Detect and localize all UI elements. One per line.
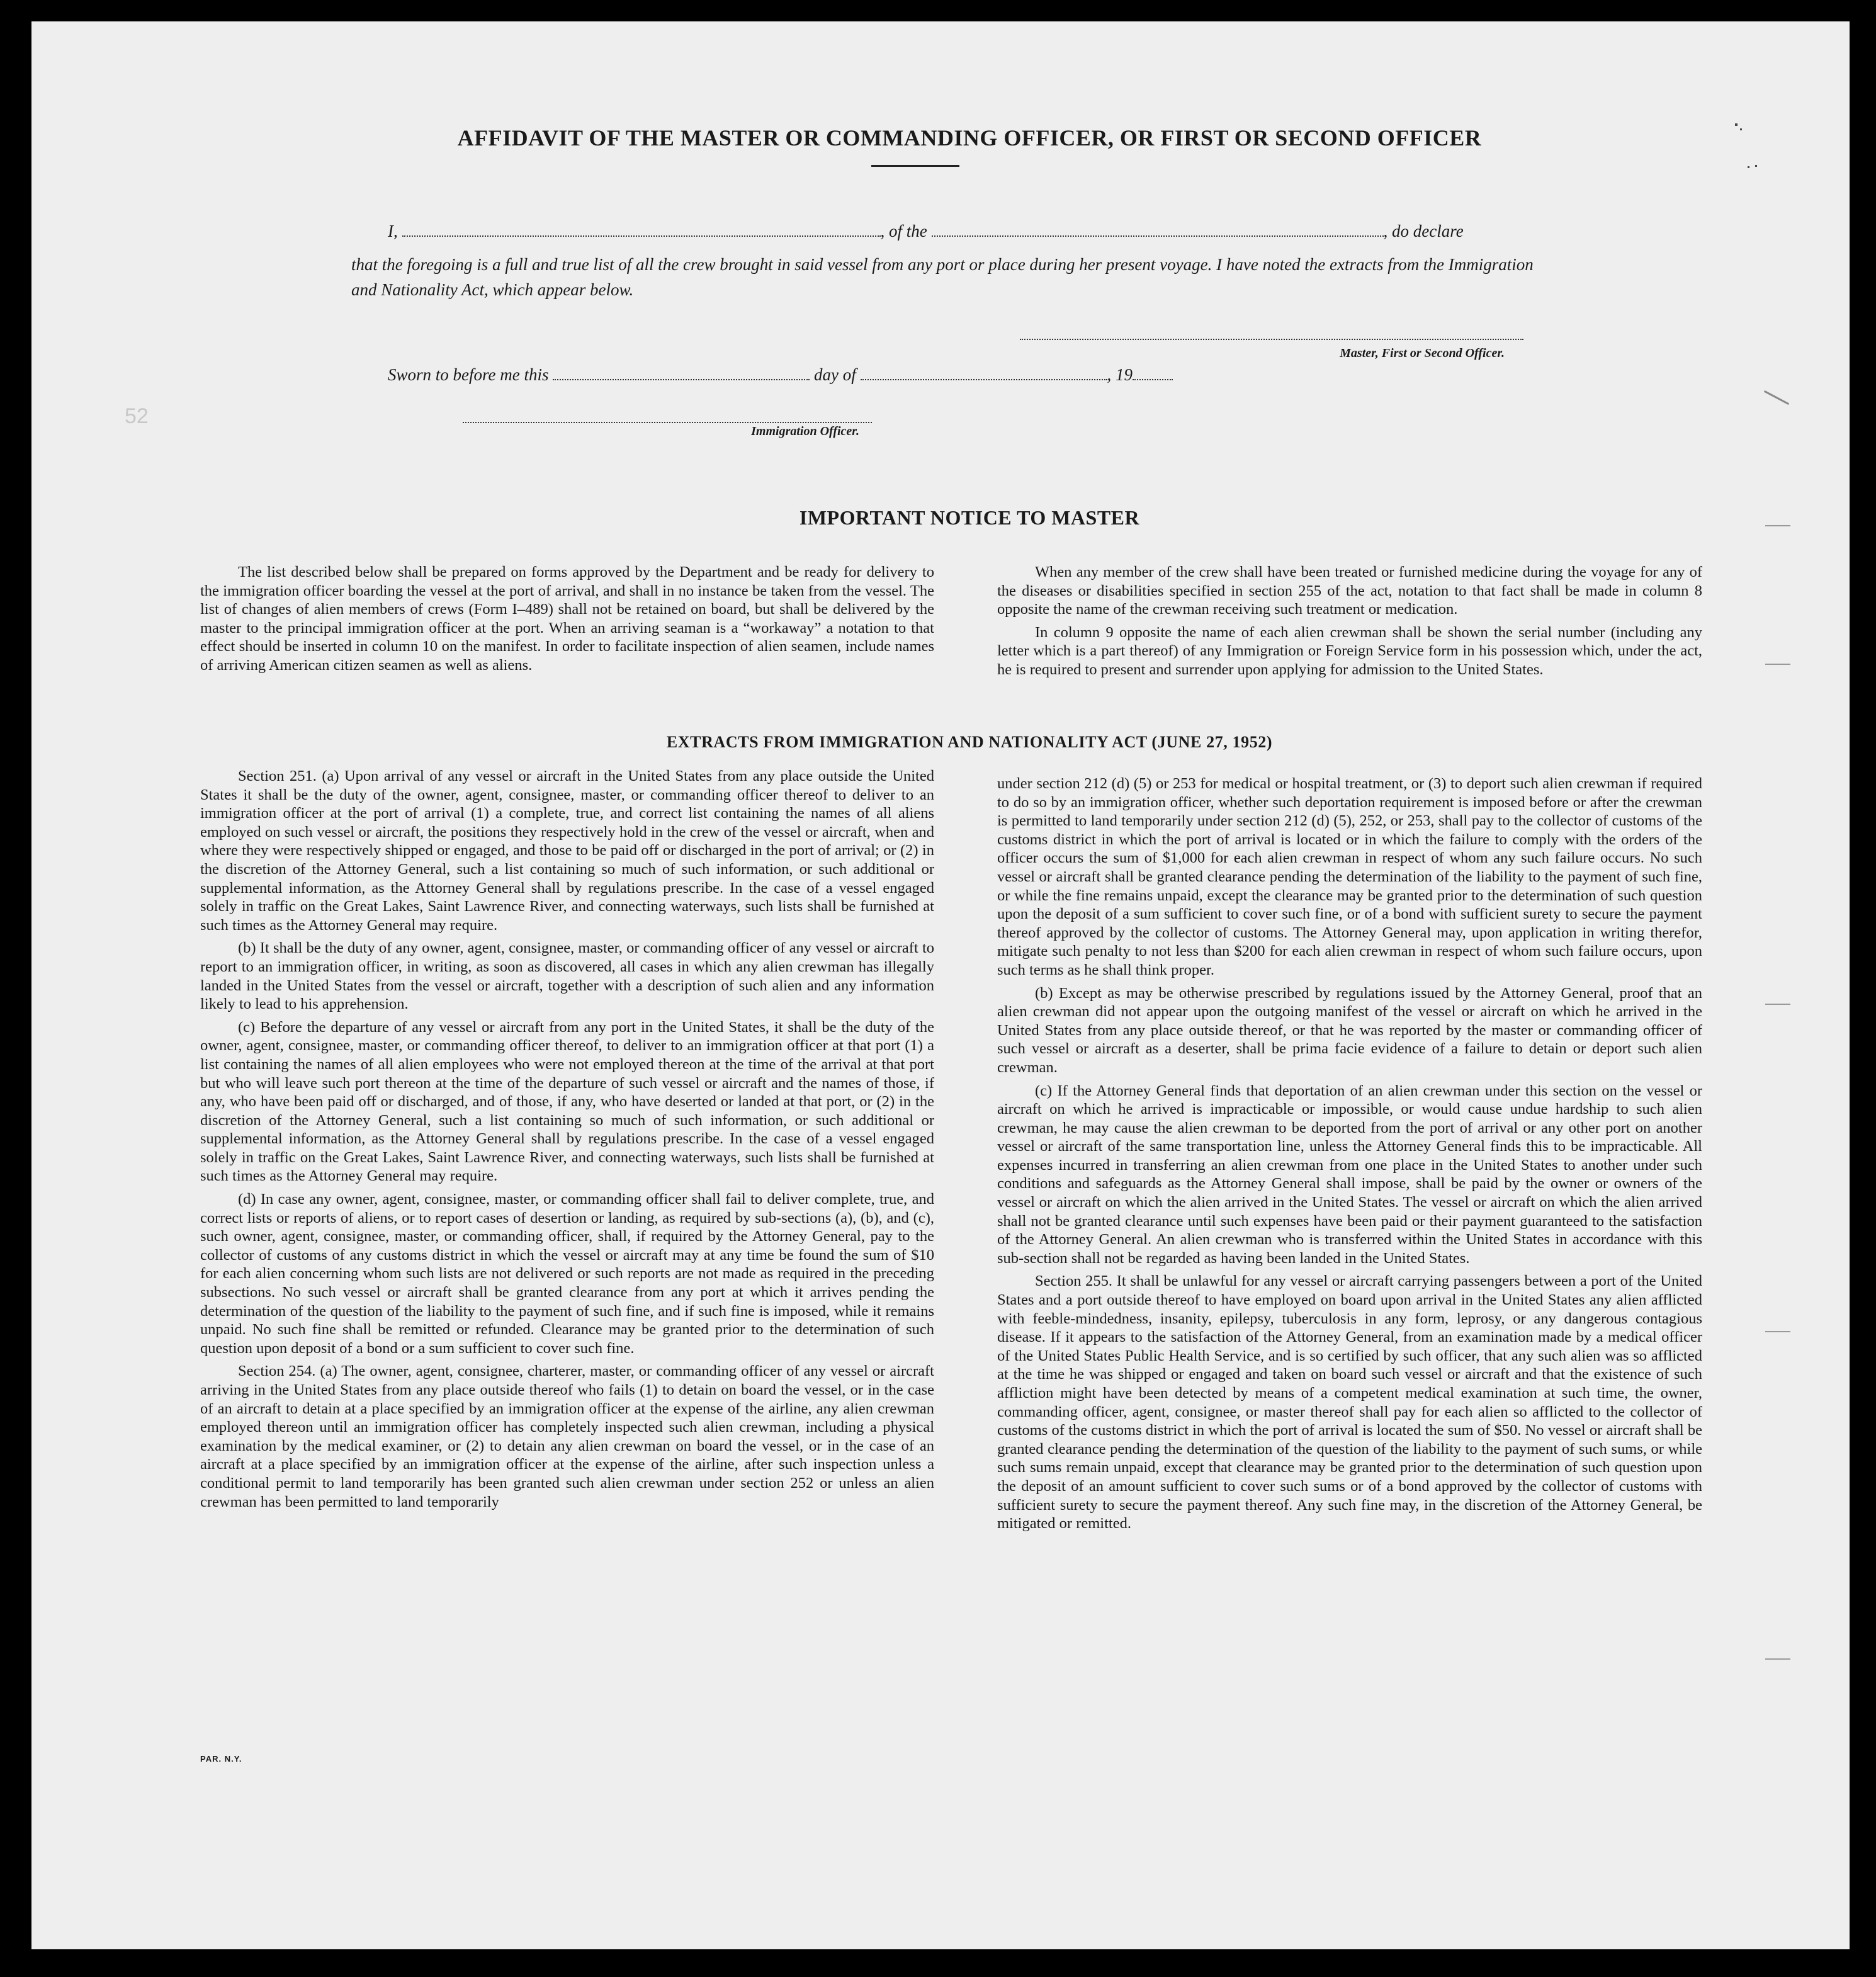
- name-field[interactable]: [402, 224, 881, 237]
- faint-page-mark: 52: [125, 404, 149, 428]
- immigration-officer-label: Immigration Officer.: [751, 424, 859, 438]
- notice-title: IMPORTANT NOTICE TO MASTER: [799, 506, 1140, 529]
- scan-streak: [1765, 664, 1790, 665]
- scan-streak: [1765, 1004, 1790, 1005]
- extract-paragraph: (b) Except as may be otherwise prescribed by regulations issued by the Attorney General, proof that an alien crewman did not appear upon the outgoing manifest of the vessel or aircraft on which he arrived in the United States from any place outside thereof, or that he was reported by the master or commanding officer of such vessel or aircraft as a deserter, shall be prima facie evidence of a failure to detain or deport such alien crewman.: [997, 984, 1702, 1076]
- extracts-left-column: [200, 767, 934, 1511]
- extract-paragraph: under section 212 (d) (5) or 253 for medical or hospital treatment, or (3) to deport such alien crewman if required to do so by an immigration officer, whether such deportation requirement is imposed before or after the crewman is permitted to land temporarily under section 212 (d) (5), 252, or 253, shall pay to the collector of customs of the customs district in which the port of arrival is located or in which the failure to comply with the orders of the officer occurs the sum of $1,000 for each alien crewman in respect of whom any such failure occurs. No such vessel or aircraft shall be granted clearance pending the determination of the liability to the payment of such fine, or while the fine remains unpaid, except the clearance may be granted prior to the determination of such question upon the deposit of a sum sufficient to cover such fine, or of a bond with sufficient surety to secure the payment thereof approved by the collector of customs. The Attorney General may, upon application in writing therefor, mitigate such penalty to not less than $200 for each alien crewman in respect of whom such failure occurs, upon such terms as he shall think proper.: [997, 775, 1702, 978]
- sworn-month-field[interactable]: [861, 368, 1107, 380]
- do-declare-label: , do declare: [1383, 222, 1464, 241]
- document-page: [31, 21, 1850, 1949]
- scan-speck: [1755, 165, 1757, 167]
- sworn-label: Sworn to before me this: [388, 365, 549, 384]
- immigration-officer-signature-field[interactable]: [463, 409, 872, 423]
- extract-paragraph: (c) If the Attorney General finds that deportation of an alien crewman under this section on the vessel or aircraft on which he arrived is impracticable or impossible, or would cause undue hardship to such alien crewman, he may cause the alien crewman to be deported from the port of arrival or any other port on another vessel or aircraft of the same transportation line, unless the Attorney General finds this to be impracticable. All expenses incurred in transferring an alien crewman from one place in the United States to another under such conditions and safeguards as the Attorney General shall impose, shall be paid by the owner or owners of the vessel or aircraft on which the alien arrived in the United States. The vessel or aircraft on which the alien arrived shall not be granted clearance until such expenses have been paid or their payment guaranteed to the satisfaction of the Attorney General. An alien crewman who is transferred within the United States in accordance with this sub-section shall not be regarded as having been landed in the United States.: [997, 1082, 1702, 1267]
- scan-streak: [1765, 525, 1790, 526]
- of-the-label: , of the: [880, 222, 927, 241]
- declaration-text: that the foregoing is a full and true list of all the crew brought in said vessel from any port or place during her present voyage. I have noted the extracts from the Immigration and Nationality Act, which appear below.: [351, 255, 1534, 299]
- notice-left-column: [200, 563, 934, 675]
- sworn-line: [388, 365, 1332, 385]
- printer-mark: PAR. N.Y.: [200, 1754, 242, 1764]
- scan-streak: [1765, 1658, 1790, 1660]
- scan-speck: [1748, 166, 1749, 168]
- day-of-label: day of: [814, 365, 856, 384]
- scan-speck: [1740, 128, 1742, 130]
- notice-paragraph: When any member of the crew shall have been treated or furnished medicine during the voyage for any of the diseases or disabilities specified in section 255 of the act, notation to that fact shall be made in column 8 opposite the name of the crewman receiving such treatment or medication.: [997, 564, 1702, 618]
- extract-paragraph: Section 255. It shall be unlawful for any vessel or aircraft carrying passengers between a port of the United States and a port outside thereof to have employed on board upon arrival in the United States any alien afflicted with feeble-mindedness, insanity, epilepsy, tuberculosis in any form, leprosy, or any dangerous contagious disease. If it appears to the satisfaction of the Attorney General, from an examination made by a medical officer of the United States Public Health Service, and is so certified by such officer, that any such alien was so afflicted at the time he was shipped or engaged and taken on board such vessel or aircraft and that the existence of such affliction might have been detected by means of a competent medical examination at such time, the owner, commanding officer, agent, consignee, or master thereof shall pay for each alien so afflicted to the collector of customs of the customs district in which the port of arrival is located the sum of $50. No vessel or aircraft shall be granted clearance pending the determination of the question of the liability to the payment of such sums, or while such sums remain unpaid, except that clearance may be granted prior to the determination of such question upon the deposit of an amount sufficient to cover such sums or of a bond approved by the collector of customs with sufficient surety to secure the payment thereof. Any such fine may, in the discretion of the Attorney General, be mitigated or remitted.: [997, 1272, 1702, 1532]
- sworn-day-field[interactable]: [553, 368, 810, 380]
- sworn-year-field[interactable]: [1133, 368, 1173, 380]
- vessel-field[interactable]: [932, 224, 1384, 237]
- year-label: , 19: [1107, 365, 1133, 384]
- master-signature-label: Master, First or Second Officer.: [1340, 346, 1505, 360]
- notice-paragraph: In column 9 opposite the name of each alien crewman shall be shown the serial number (including any letter which is a part thereof) of any Immigration or Foreign Service form in his possession which, under the act, he is required to present and surrender upon applying for admission to the United States.: [997, 623, 1702, 678]
- extract-paragraph: Section 254. (a) The owner, agent, consignee, charterer, master, or commanding officer of any vessel or aircraft arriving in the United States from any place outside thereof who fails (1) to detain on board the vessel, or in the case of an aircraft to detain at a place specified by an immigration officer at the expense of the airline, any alien crewman employed thereon until an immigration officer has completely inspected such alien crewman, including a physical examination by the medical examiner, or (2) to detain any alien crewman on board the vessel, or in the case of an aircraft at a place specified by an immigration officer at the expense of the airline, after such inspection unless a conditional permit to land temporarily has been granted such alien crewman under section 252 or unless an alien crewman has been permitted to land temporarily: [200, 1362, 934, 1510]
- notice-right-column: [997, 563, 1702, 679]
- affidavit-title: AFFIDAVIT OF THE MASTER OR COMMANDING OFFICER, OR FIRST OR SECOND OFFICER: [457, 125, 1482, 150]
- extracts-right-column: [997, 774, 1702, 1533]
- extract-paragraph: Section 251. (a) Upon arrival of any vessel or aircraft in the United States from any place outside the United States it shall be the duty of the owner, agent, consignee, master, or commanding officer thereof to deliver to an immigration officer at the port of arrival (1) a complete, true, and correct list containing the names of all aliens employed on such vessel or aircraft, the positions they respectively hold in the crew of the vessel or aircraft, when and where they were respectively shipped or engaged, and those to be paid off or discharged in the port of arrival; or (2) in the discretion of the Attorney General, such a list containing so much of such information, or such additional or supplemental information, as the Attorney General shall by regulations prescribe. In the case of a vessel engaged solely in traffic on the Great Lakes, Saint Lawrence River, and connecting waterways, such lists shall be furnished at such times as the Attorney General may require.: [200, 768, 934, 934]
- scan-speck: [1735, 123, 1738, 126]
- notice-paragraph: The list described below shall be prepared on forms approved by the Department and be ready for delivery to the immigration officer boarding the vessel at the port of arrival, and shall in no instance be taken from the vessel. The list of changes of alien members of crews (Form I–489) shall not be retained on board, but shall be delivered by the master to the principal immigration officer at the port. When an arriving seaman is a “workaway” a notation to that effect should be inserted in column 10 on the manifest. In order to facilitate inspection of alien seamen, include names of arriving American citizen seamen as well as aliens.: [200, 564, 934, 674]
- scan-streak: [1764, 390, 1789, 405]
- i-label: I,: [388, 222, 398, 241]
- title-underline: [871, 165, 959, 167]
- extracts-title: EXTRACTS FROM IMMIGRATION AND NATIONALITY ACT (JUNE 27, 1952): [666, 733, 1273, 751]
- extract-paragraph: (b) It shall be the duty of any owner, agent, consignee, master, or commanding officer of any vessel or aircraft to report to an immigration officer, in writing, as soon as discovered, all cases in which any alien crewman has illegally landed in the United States from the vessel or aircraft, together with a description of such alien and any information likely to lead to his apprehension.: [200, 939, 934, 1013]
- scan-streak: [1765, 1331, 1790, 1332]
- extract-paragraph: (c) Before the departure of any vessel or aircraft from any port in the United States, it shall be the duty of the owner, agent, consignee, master, or commanding officer thereof, to deliver to an immigration officer at that port (1) a list containing the names of all alien employees who were not employed thereon at the time of the arrival at that port but who will leave such port thereon at the time of the departure of such vessel or aircraft and the names of those, if any, who have been paid off or discharged, and of those, if any, who have deserted or landed at that port, or (2) in the discretion of the Attorney General, such a list containing so much of such information, or such additional or supplemental information, as the Attorney General shall by regulations prescribe. In the case of a vessel engaged solely in traffic on the Great Lakes, Saint Lawrence River, and connecting waterways, such lists shall be furnished at such times as the Attorney General may require.: [200, 1018, 934, 1185]
- extract-paragraph: (d) In case any owner, agent, consignee, master, or commanding officer shall fail to deliver complete, true, and correct lists or reports of aliens, or to report cases of desertion or landing, as required by sub-sections (a), (b), and (c), such owner, agent, consignee, master, or commanding officer, shall, if required by the Attorney General, pay to the collector of customs of any customs district in which the vessel or aircraft may at any time be found the sum of $10 for each alien concerning whom such lists are not delivered or such reports are not made as required in the preceding subsections. No such vessel or aircraft shall be granted clearance from any port at which it arrives pending the determination of the question of the liability to the payment of such fine, and if such fine is imposed, while it remains unpaid. No such fine shall be remitted or refunded. Clearance may be granted prior to the determination of such question upon deposit of a bond or a sum sufficient to cover such fine.: [200, 1191, 934, 1357]
- declaration-line: [388, 222, 1559, 241]
- master-signature-field[interactable]: [1020, 326, 1523, 340]
